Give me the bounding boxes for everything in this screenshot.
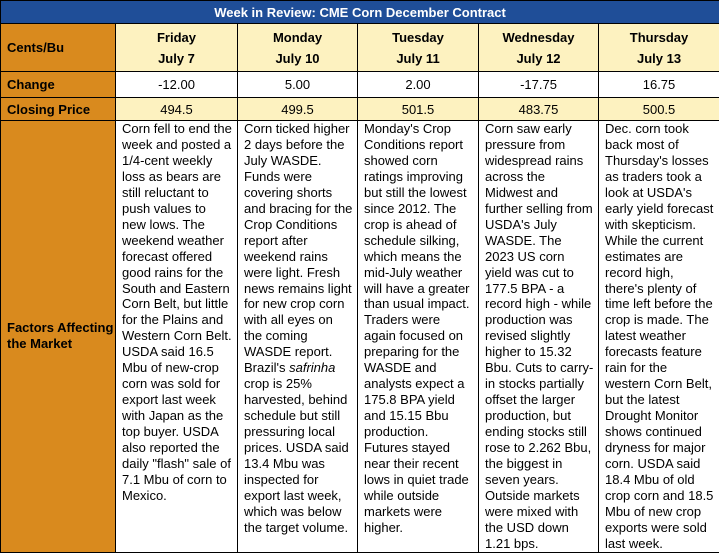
day-name: Friday [116,27,237,48]
factors-text: Corn fell to end the week and posted a 1/4-cent weekly loss as bears are still reluctant to push values to new lows. The weekend weather forecast offered good rains for the South and Eastern Corn Belt, but little for the Plains and Western Corn Belt. USDA said 16.5 Mbu of new-crop corn was sold for export last week with Japan as the top buyer. USDA also reported the daily "flash" sale of 7.1 Mbu of corn to Mexico. [122,121,232,503]
factors-tuesday [358,121,479,553]
change-value-tuesday: 2.00 [358,72,479,98]
change-value-monday: 5.00 [238,72,358,98]
closing-price-row [1,98,719,121]
factors-text: Corn saw early pressure from widespread rains across the Midwest and further selling from USDA's July WASDE. The 2023 US corn yield was cut to 177.5 BPA - a record high - while production was revised slightly higher to 15.32 Bbu. Cuts to carry-in stocks partially offset the larger production, but ending stocks still rose to 2.262 Bbu, the biggest in seven years. Outside markets were mixed with the USD down 1.21 bps. [485,121,593,551]
closing-price-tuesday: 501.5 [358,98,479,121]
closing-price-label: Closing Price [1,98,116,121]
day-date: July 7 [116,48,237,69]
change-label: Change [1,72,116,98]
change-value-thursday: 16.75 [599,72,719,98]
factors-text: Dec. corn took back most of Thursday's losses as traders took a look at USDA's early yield forecast with skepticism. While the current estimates are record high, there's plenty of time left before the crop is made. The latest weather forecasts feature rain for the western Corn Belt, but the latest Drought Monitor shows continued dryness for major corn. USDA said 18.4 Mbu of old crop corn and 18.5 Mbu of new crop exports were sold last week. [605,121,713,551]
factors-text: Monday's Crop Conditions report showed corn ratings improving but still the lowest since 2012. The crop is ahead of schedule silking, which means the mid-July weather will have a greater than usual impact. Traders were again focused on preparing for the WASDE and analysts expect a 175.8 BPA yield and 15.15 Bbu production. Futures stayed near their recent lows in quiet trade while outside markets were higher. [364,121,470,535]
units-label: Cents/Bu [1,24,116,72]
day-name: Monday [238,27,357,48]
day-header-thursday [599,24,719,72]
day-header-wednesday [479,24,599,72]
day-date: July 12 [479,48,598,69]
day-header-row [1,24,719,72]
closing-price-thursday: 500.5 [599,98,719,121]
factors-monday [238,121,358,553]
title-row [1,1,719,24]
factors-italic-text: safrinha [289,360,335,375]
factors-wednesday [479,121,599,553]
day-date: July 13 [599,48,719,69]
day-header-tuesday [358,24,479,72]
factors-text: Corn ticked higher 2 days before the July WASDE. Funds were covering shorts and bracing for the Crop Conditions report after weekend rains were light. Fresh news remains light for new crop corn with all eyes on the coming WASDE report. Brazil's [244,121,352,375]
change-value-wednesday: -17.75 [479,72,599,98]
day-name: Wednesday [479,27,598,48]
closing-price-wednesday: 483.75 [479,98,599,121]
factors-thursday [599,121,719,553]
factors-friday [116,121,238,553]
factors-row [1,121,719,553]
table-title: Week in Review: CME Corn December Contract [1,1,719,24]
change-row [1,72,719,98]
change-value-friday: -12.00 [116,72,238,98]
day-header-monday [238,24,358,72]
factors-text-continued: crop is 25% harvested, behind schedule but still pressuring local prices. USDA said 13.4 Mbu was inspected for export last week, which was below the target volume. [244,376,349,535]
day-date: July 10 [238,48,357,69]
factors-label: Factors Affecting the Market [1,121,116,553]
day-name: Thursday [599,27,719,48]
closing-price-friday: 494.5 [116,98,238,121]
day-date: July 11 [358,48,478,69]
closing-price-monday: 499.5 [238,98,358,121]
day-name: Tuesday [358,27,478,48]
day-header-friday [116,24,238,72]
